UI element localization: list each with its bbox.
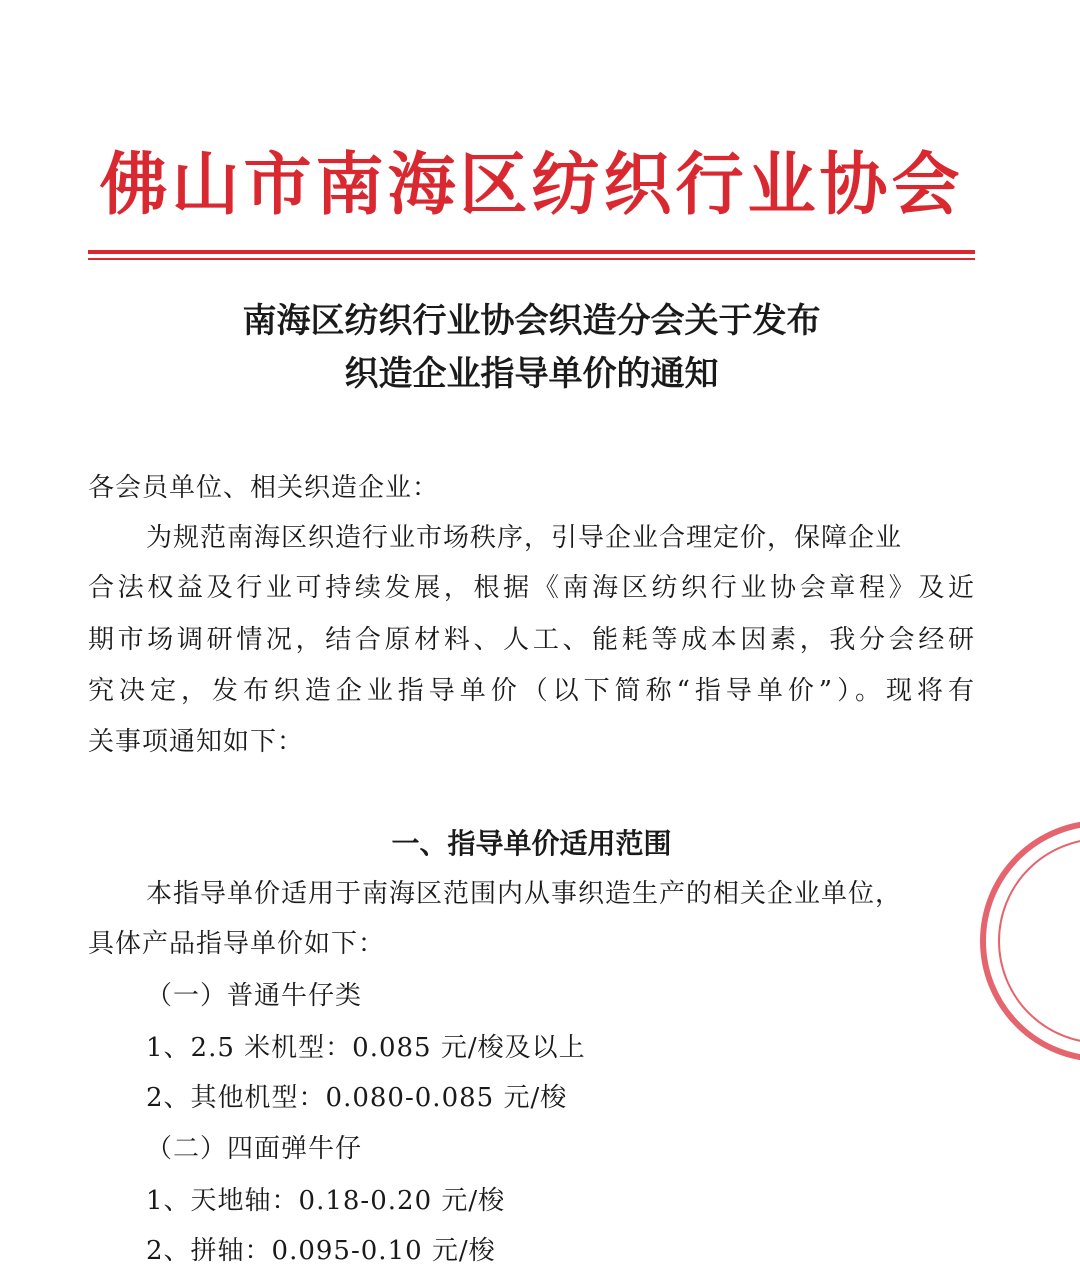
letterhead-red-rule-thin: [88, 258, 975, 260]
price-item: 1、2.5 米机型：0.085 元/梭及以上: [146, 1033, 586, 1063]
category-label-stretch-denim: （二）四面弹牛仔: [146, 1134, 363, 1164]
price-item: 2、拼轴：0.095-0.10 元/梭: [146, 1236, 496, 1266]
salutation: 各会员单位、相关织造企业：: [88, 473, 440, 503]
organization-letterhead: 佛山市南海区纺织行业协会: [99, 145, 964, 225]
intro-line-1: 为规范南海区织造行业市场秩序，引导企业合理定价，保障企业: [146, 523, 903, 553]
official-seal-stamp: [980, 820, 1080, 1062]
letterhead-red-rule-thick: [88, 250, 975, 254]
document-title-line-1: 南海区纺织行业协会织造分会关于发布: [242, 301, 821, 341]
scope-para-line-1: 本指导单价适用于南海区范围内从事织造生产的相关企业单位，: [146, 879, 903, 909]
seal-inner-ring: [998, 838, 1080, 1044]
section-heading-scope: 一、指导单价适用范围: [391, 827, 672, 860]
document-title-line-2: 织造企业指导单价的通知: [344, 354, 719, 394]
intro-line-3: 期市场调研情况，结合原材料、人工、能耗等成本因素，我分会经研: [88, 625, 975, 655]
category-label-denim: （一）普通牛仔类: [146, 981, 363, 1011]
price-item: 1、天地轴：0.18-0.20 元/梭: [146, 1186, 506, 1216]
intro-line-4: 究决定，发布织造企业指导单价（以下简称“指导单价”）。现将有: [88, 676, 975, 706]
price-item: 2、其他机型：0.080-0.085 元/梭: [146, 1083, 568, 1113]
intro-line-5: 关事项通知如下：: [88, 727, 305, 757]
scope-para-line-2: 具体产品指导单价如下：: [88, 929, 386, 959]
intro-line-2: 合法权益及行业可持续发展，根据《南海区纺织行业协会章程》及近: [88, 573, 975, 603]
